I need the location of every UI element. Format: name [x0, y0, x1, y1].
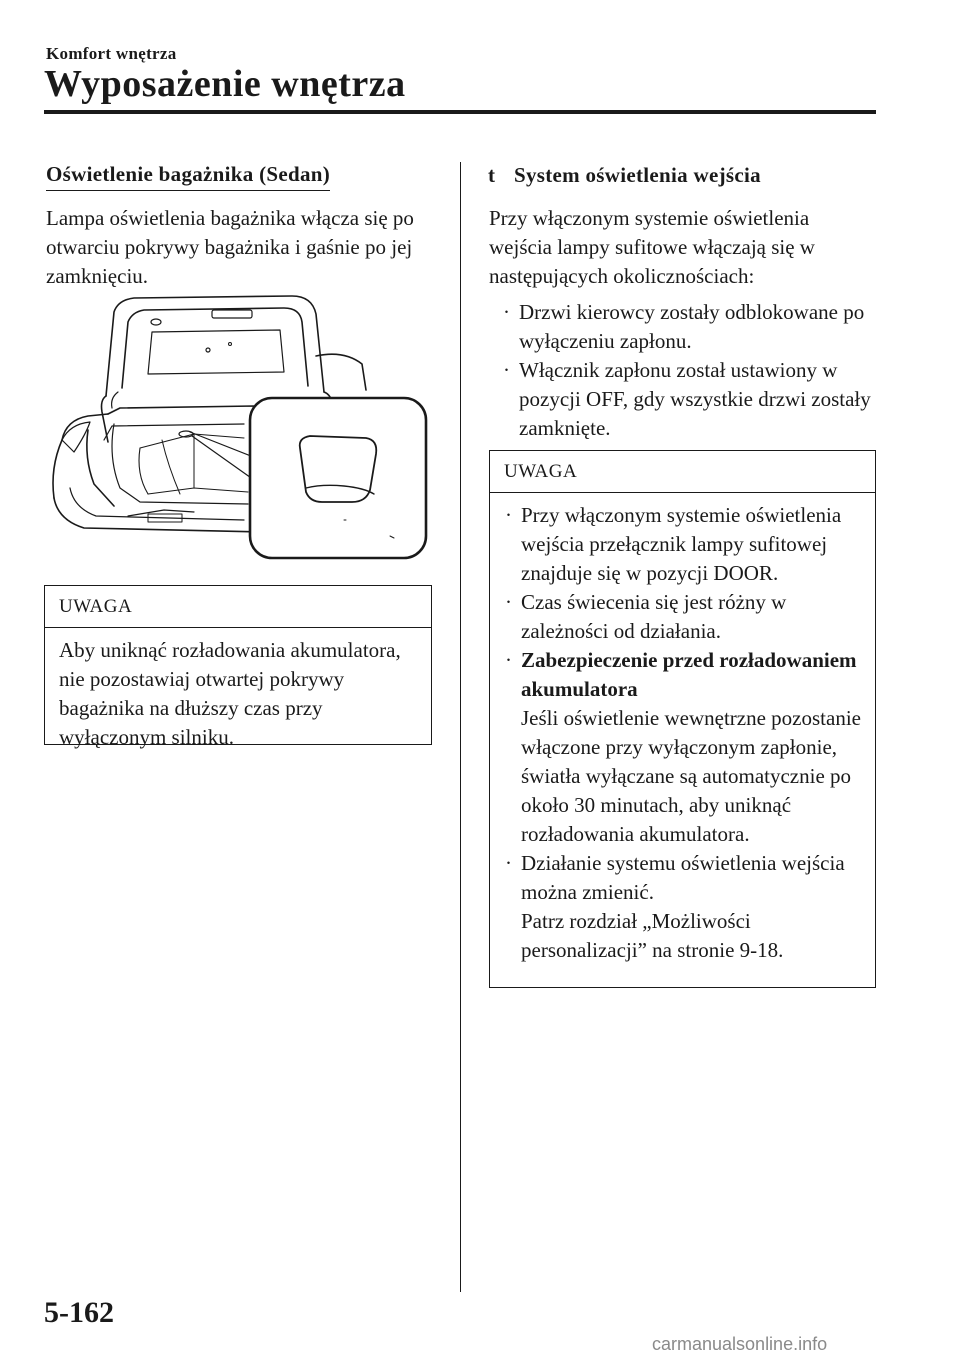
cross-reference: Patrz rozdział „Możliwości personalizacji” na stronie 9-18.: [521, 909, 784, 962]
trunk-note-box: [44, 585, 432, 749]
note-label: UWAGA: [45, 586, 431, 628]
section-marker-icon: t: [488, 163, 496, 187]
title-rule: [44, 110, 876, 114]
trunk-light-heading: Oświetlenie bagażnika (Sedan): [46, 162, 330, 191]
bullet-icon: ·: [505, 851, 512, 875]
list-item: · Przy włączonym systemie oświetlenia wejścia przełącznik lampy sufitowej znajduje się w pozycji DOOR.: [505, 503, 842, 585]
trunk-light-paragraph: Lampa oświetlenia bagażnika włącza się po otwarciu pokrywy bagażnika i gaśnie po jej zamknięciu.: [46, 206, 414, 288]
section-label: Komfort wnętrza: [46, 44, 177, 63]
bullet-icon: ·: [503, 300, 510, 324]
note-label: UWAGA: [490, 451, 875, 493]
page-number: 5-162: [44, 1296, 114, 1329]
column-divider: [460, 162, 461, 1292]
note-text: Aby uniknąć rozładowania akumulatora, nie pozostawiaj otwartej pokrywy bagażnika na dłuższy czas przy wyłączonym silniku.: [59, 638, 401, 749]
entry-light-bullets: [498, 298, 876, 443]
battery-protection-heading: Zabezpieczenie przed rozładowaniem akumulatora: [521, 648, 857, 701]
list-item: · Drzwi kierowcy zostały odblokowane po wyłączeniu zapłonu.: [503, 300, 865, 353]
bullet-icon: ·: [505, 590, 512, 614]
bullet-icon: ·: [503, 358, 510, 382]
list-item: · Działanie systemu oświetlenia wejścia można zmienić. Patrz rozdział „Możliwości personalizacji” na stronie 9-18.: [500, 849, 865, 965]
list-item: · Włącznik zapłonu został ustawiony w pozycji OFF, gdy wszystkie drzwi zostały zamknięte.: [503, 358, 871, 440]
entry-light-paragraph: Przy włączonym systemie oświetlenia wejścia lampy sufitowe włączają się w następujących okolicznościach:: [489, 206, 815, 288]
bullet-icon: ·: [505, 503, 512, 527]
trunk-illustration: [44, 288, 432, 560]
entry-light-note-box: [489, 450, 876, 988]
entry-light-heading: [488, 163, 761, 188]
note-bullets: [500, 501, 865, 965]
entry-light-heading-text: System oświetlenia wejścia: [514, 163, 761, 187]
watermark: carmanualsonline.info: [652, 1334, 828, 1354]
page-title: Wyposażenie wnętrza: [44, 63, 406, 105]
list-item: · Czas świecenia się jest różny w zależności od działania.: [505, 590, 787, 643]
list-item: · Zabezpieczenie przed rozładowaniem akumulatora Jeśli oświetlenie wewnętrzne pozostanie włączone przy wyłączonym zapłonie, światła wyłączane są automatycznie po około 30 minutach, aby uniknąć rozładowania akumulatora.: [500, 646, 865, 849]
bullet-icon: ·: [505, 648, 512, 672]
